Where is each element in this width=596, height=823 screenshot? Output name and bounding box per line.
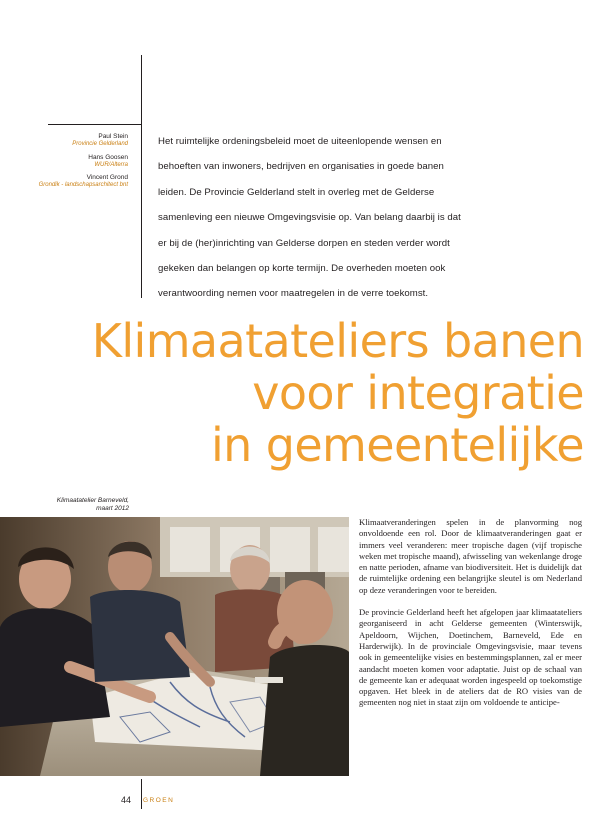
photo-illustration — [0, 517, 349, 776]
caption-line: maart 2012 — [96, 505, 129, 512]
author-organisation: Provincie Gelderland — [72, 141, 128, 147]
intro-line: Het ruimtelijke ordeningsbeleid moet de uiteenlopende wensen en — [158, 136, 442, 147]
author-entry — [20, 174, 128, 190]
author-organisation: Grondik - landschapsarchitect bnt — [38, 182, 128, 188]
author-list — [20, 133, 128, 195]
author-entry — [20, 133, 128, 149]
top-vertical-rule — [141, 55, 142, 298]
article-title — [24, 315, 584, 471]
top-horizontal-rule — [48, 124, 141, 125]
author-name: Hans Goosen — [88, 153, 128, 161]
author-entry — [20, 154, 128, 170]
body-paragraph: Klimaatveranderingen spelen in de planvorming nog onvoldoende een rol. Door de klimaatveranderingen gaat er immers veel veranderen: meer tropische dagen (vijf tropische weken met tropische maand), afwisseling van wekenlange droge en natte perioden, afname van biodiversiteit. Het is duidelijk dat de ruimtelijke ordening een belangrijke sleutel is om Nederland op deze veranderingen voor te bereiden. — [359, 517, 582, 595]
photo-caption — [20, 497, 129, 513]
title-line: Klimaatateliers banen — [91, 314, 584, 368]
bottom-vertical-rule — [141, 779, 142, 809]
intro-line: gekeken dan belangen op korte termijn. De overheden moeten ook — [158, 263, 446, 275]
photo-image — [0, 517, 349, 776]
intro-line: er bij de (her)inrichting van Gelderse dorpen en steden verder wordt — [158, 237, 450, 249]
intro-line: leiden. De Provincie Gelderland stelt in overleg met de Gelderse — [158, 186, 435, 198]
title-line: voor integratie — [252, 366, 584, 420]
author-name: Vincent Grond — [86, 174, 128, 181]
author-name: Paul Stein — [98, 133, 128, 140]
intro-paragraph — [158, 129, 493, 307]
page-number: 44 — [121, 795, 132, 805]
author-organisation: WUR/Alterra — [94, 161, 128, 168]
intro-line: verantwoording nemen voor maatregelen in de verre toekomst. — [158, 288, 429, 300]
intro-line: behoeften van inwoners, bedrijven en organisaties in goede banen — [158, 161, 444, 173]
body-paragraph: De provincie Gelderland heeft het afgelopen jaar klimaatateliers georganiseerd in acht Gelderse gemeenten (Winterswijk, Apeldoorn, Wijchen, Doetinchem, Barneveld, Ede en Harderwijk). In de provinciale Omgevingsvisie, maar tevens ook in gemeentelijke visies en bestemmingsplannen, zal er meer aandacht moeten komen voor adaptatie. Juist op de schaal van de gemeente kan er adequaat worden ingespeeld op toekomstige opgaven. Het bleek in de ateliers dat de RO visies van de gemeenten nog niet in staat zijn om voldoende te anticipe- — [359, 607, 582, 708]
title-line: in gemeentelijke — [211, 418, 584, 472]
intro-line: samenleving een nieuwe Omgevingsvisie op. Van belang daarbij is dat — [158, 212, 461, 224]
caption-line: Klimaatatelier Barneveld, — [56, 497, 129, 504]
body-text — [359, 517, 582, 720]
magazine-name: GROEN — [143, 797, 175, 804]
